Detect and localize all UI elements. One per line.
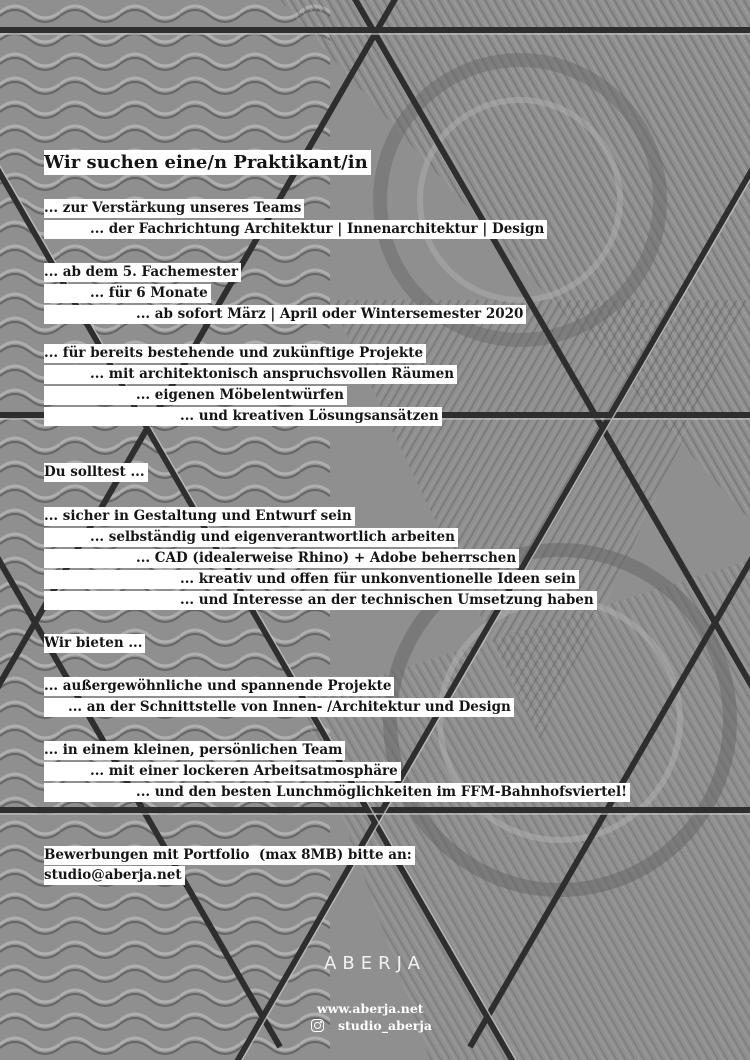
project-line-3: ... eigenen Möbelentwürfen xyxy=(44,386,347,405)
semester-line-2: ... für 6 Monate xyxy=(44,284,211,303)
aberja-logo: ABERJA xyxy=(324,953,426,974)
email-link[interactable]: studio@aberja.net xyxy=(44,866,185,885)
website-link[interactable]: www.aberja.net xyxy=(317,1001,424,1016)
offer-line-2: ... an der Schnittstelle von Innen- /Architektur und Design xyxy=(44,698,514,717)
should-heading: Du solltest ... xyxy=(44,463,148,482)
project-line-2: ... mit architektonisch anspruchsvollen Räumen xyxy=(44,365,457,384)
team-line-2: ... der Fachrichtung Architektur | Innenarchitektur | Design xyxy=(44,220,547,239)
should-line-4: ... kreativ und offen für unkonventionelle Ideen sein xyxy=(44,570,579,589)
offer-line-3: ... in einem kleinen, persönlichen Team xyxy=(44,741,345,760)
offer-heading: Wir bieten ... xyxy=(44,634,145,653)
team-line-1: ... zur Verstärkung unseres Teams xyxy=(44,199,304,218)
application-line: Bewerbungen mit Portfolio (max 8MB) bitte an: xyxy=(44,846,415,865)
instagram-icon xyxy=(311,1019,324,1032)
should-line-1: ... sicher in Gestaltung und Entwurf sein xyxy=(44,507,355,526)
semester-line-1: ... ab dem 5. Fachemester xyxy=(44,263,241,282)
project-line-1: ... für bereits bestehende und zukünftige Projekte xyxy=(44,344,426,363)
semester-line-3: ... ab sofort März | April oder Wintersemester 2020 xyxy=(44,305,526,324)
offer-line-5: ... und den besten Lunchmöglichkeiten im FFM-Bahnhofsviertel! xyxy=(44,783,630,802)
should-line-3: ... CAD (idealerweise Rhino) + Adobe beherrschen xyxy=(44,549,519,568)
offer-line-4: ... mit einer lockeren Arbeitsatmosphäre xyxy=(44,762,401,781)
project-line-4: ... und kreativen Lösungsansätzen xyxy=(44,407,442,426)
page-title: Wir suchen eine/n Praktikant/in xyxy=(44,150,371,175)
should-line-2: ... selbständig und eigenverantwortlich arbeiten xyxy=(44,528,458,547)
instagram-handle[interactable]: studio_aberja xyxy=(338,1018,432,1033)
should-line-5: ... und Interesse an der technischen Umsetzung haben xyxy=(44,591,597,610)
offer-line-1: ... außergewöhnliche und spannende Projekte xyxy=(44,677,394,696)
